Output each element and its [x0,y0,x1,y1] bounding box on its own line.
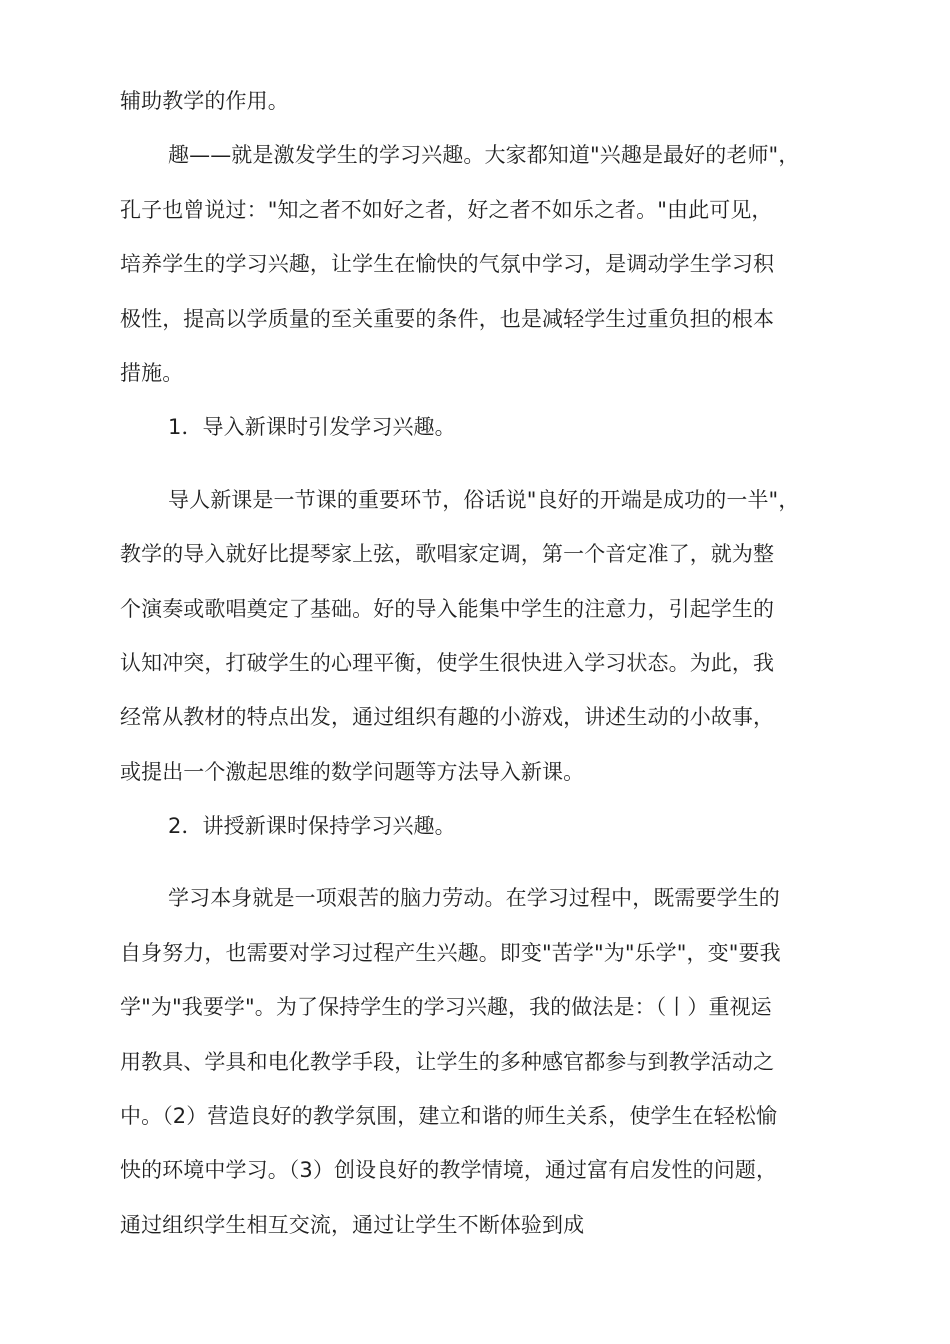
section-heading-2: 2．讲授新课时保持学习兴趣。 [168,814,456,839]
spacer [120,853,840,871]
paragraph-first-line: 学习本身就是一项艰苦的脑力劳动。在学习过程中，既需要学生的 [168,886,780,911]
body-text-line: 教学的导入就好比提琴家上弦，歌唱家定调，第一个音定准了，就为整 [120,542,775,567]
body-text-line: 自身努力，也需要对学习过程产生兴趣。即变"苦学"为"乐学"，变"要我 [120,940,781,965]
body-text-line: 通过组织学生相互交流，通过让学生不断体验到成 [120,1212,585,1237]
section-heading-1: 1．导入新课时引发学习兴趣。 [168,415,456,440]
document-page [120,74,840,1252]
body-text-line: 措施。 [120,360,184,385]
body-text-line: 培养学生的学习兴趣，让学生在愉快的气氛中学习，是调动学生学习积 [120,252,775,277]
body-text-line: 极性，提高以学质量的至关重要的条件，也是减轻学生过重负担的根本 [120,306,775,331]
body-text-line: 快的环境中学习。（3）创设良好的教学情境，通过富有启发性的问题， [120,1158,778,1183]
body-text-line: 个演奏或歌唱奠定了基础。好的导入能集中学生的注意力，引起学生的 [120,596,775,621]
spacer [120,455,840,473]
body-text-line: 经常从教材的特点出发，通过组织有趣的小游戏，讲述生动的小故事， [120,705,775,730]
body-text-line: 或提出一个激起思维的数学问题等方法导入新课。 [120,759,585,784]
body-text-line: 认知冲突，打破学生的心理平衡，使学生很快进入学习状态。为此，我 [120,650,775,675]
body-text-line: 孔子也曾说过："知之者不如好之者，好之者不如乐之者。"由此可见， [120,197,773,222]
body-text-line: 学"为"我要学"。为了保持学生的学习兴趣，我的做法是：（丨）重视运 [120,995,772,1020]
paragraph-first-line: 趣——就是激发学生的学习兴趣。大家都知道"兴趣是最好的老师"， [168,143,800,168]
paragraph-first-line: 导人新课是一节课的重要环节，俗话说"良好的开端是成功的一半"， [168,487,800,512]
body-text-line: 中。（2）营造良好的教学氛围，建立和谐的师生关系，使学生在轻松愉 [120,1104,778,1129]
body-text-line: 辅助教学的作用。 [120,89,289,113]
body-text-line: 用教具、学具和电化教学手段，让学生的多种感官都参与到教学活动之 [120,1049,775,1074]
